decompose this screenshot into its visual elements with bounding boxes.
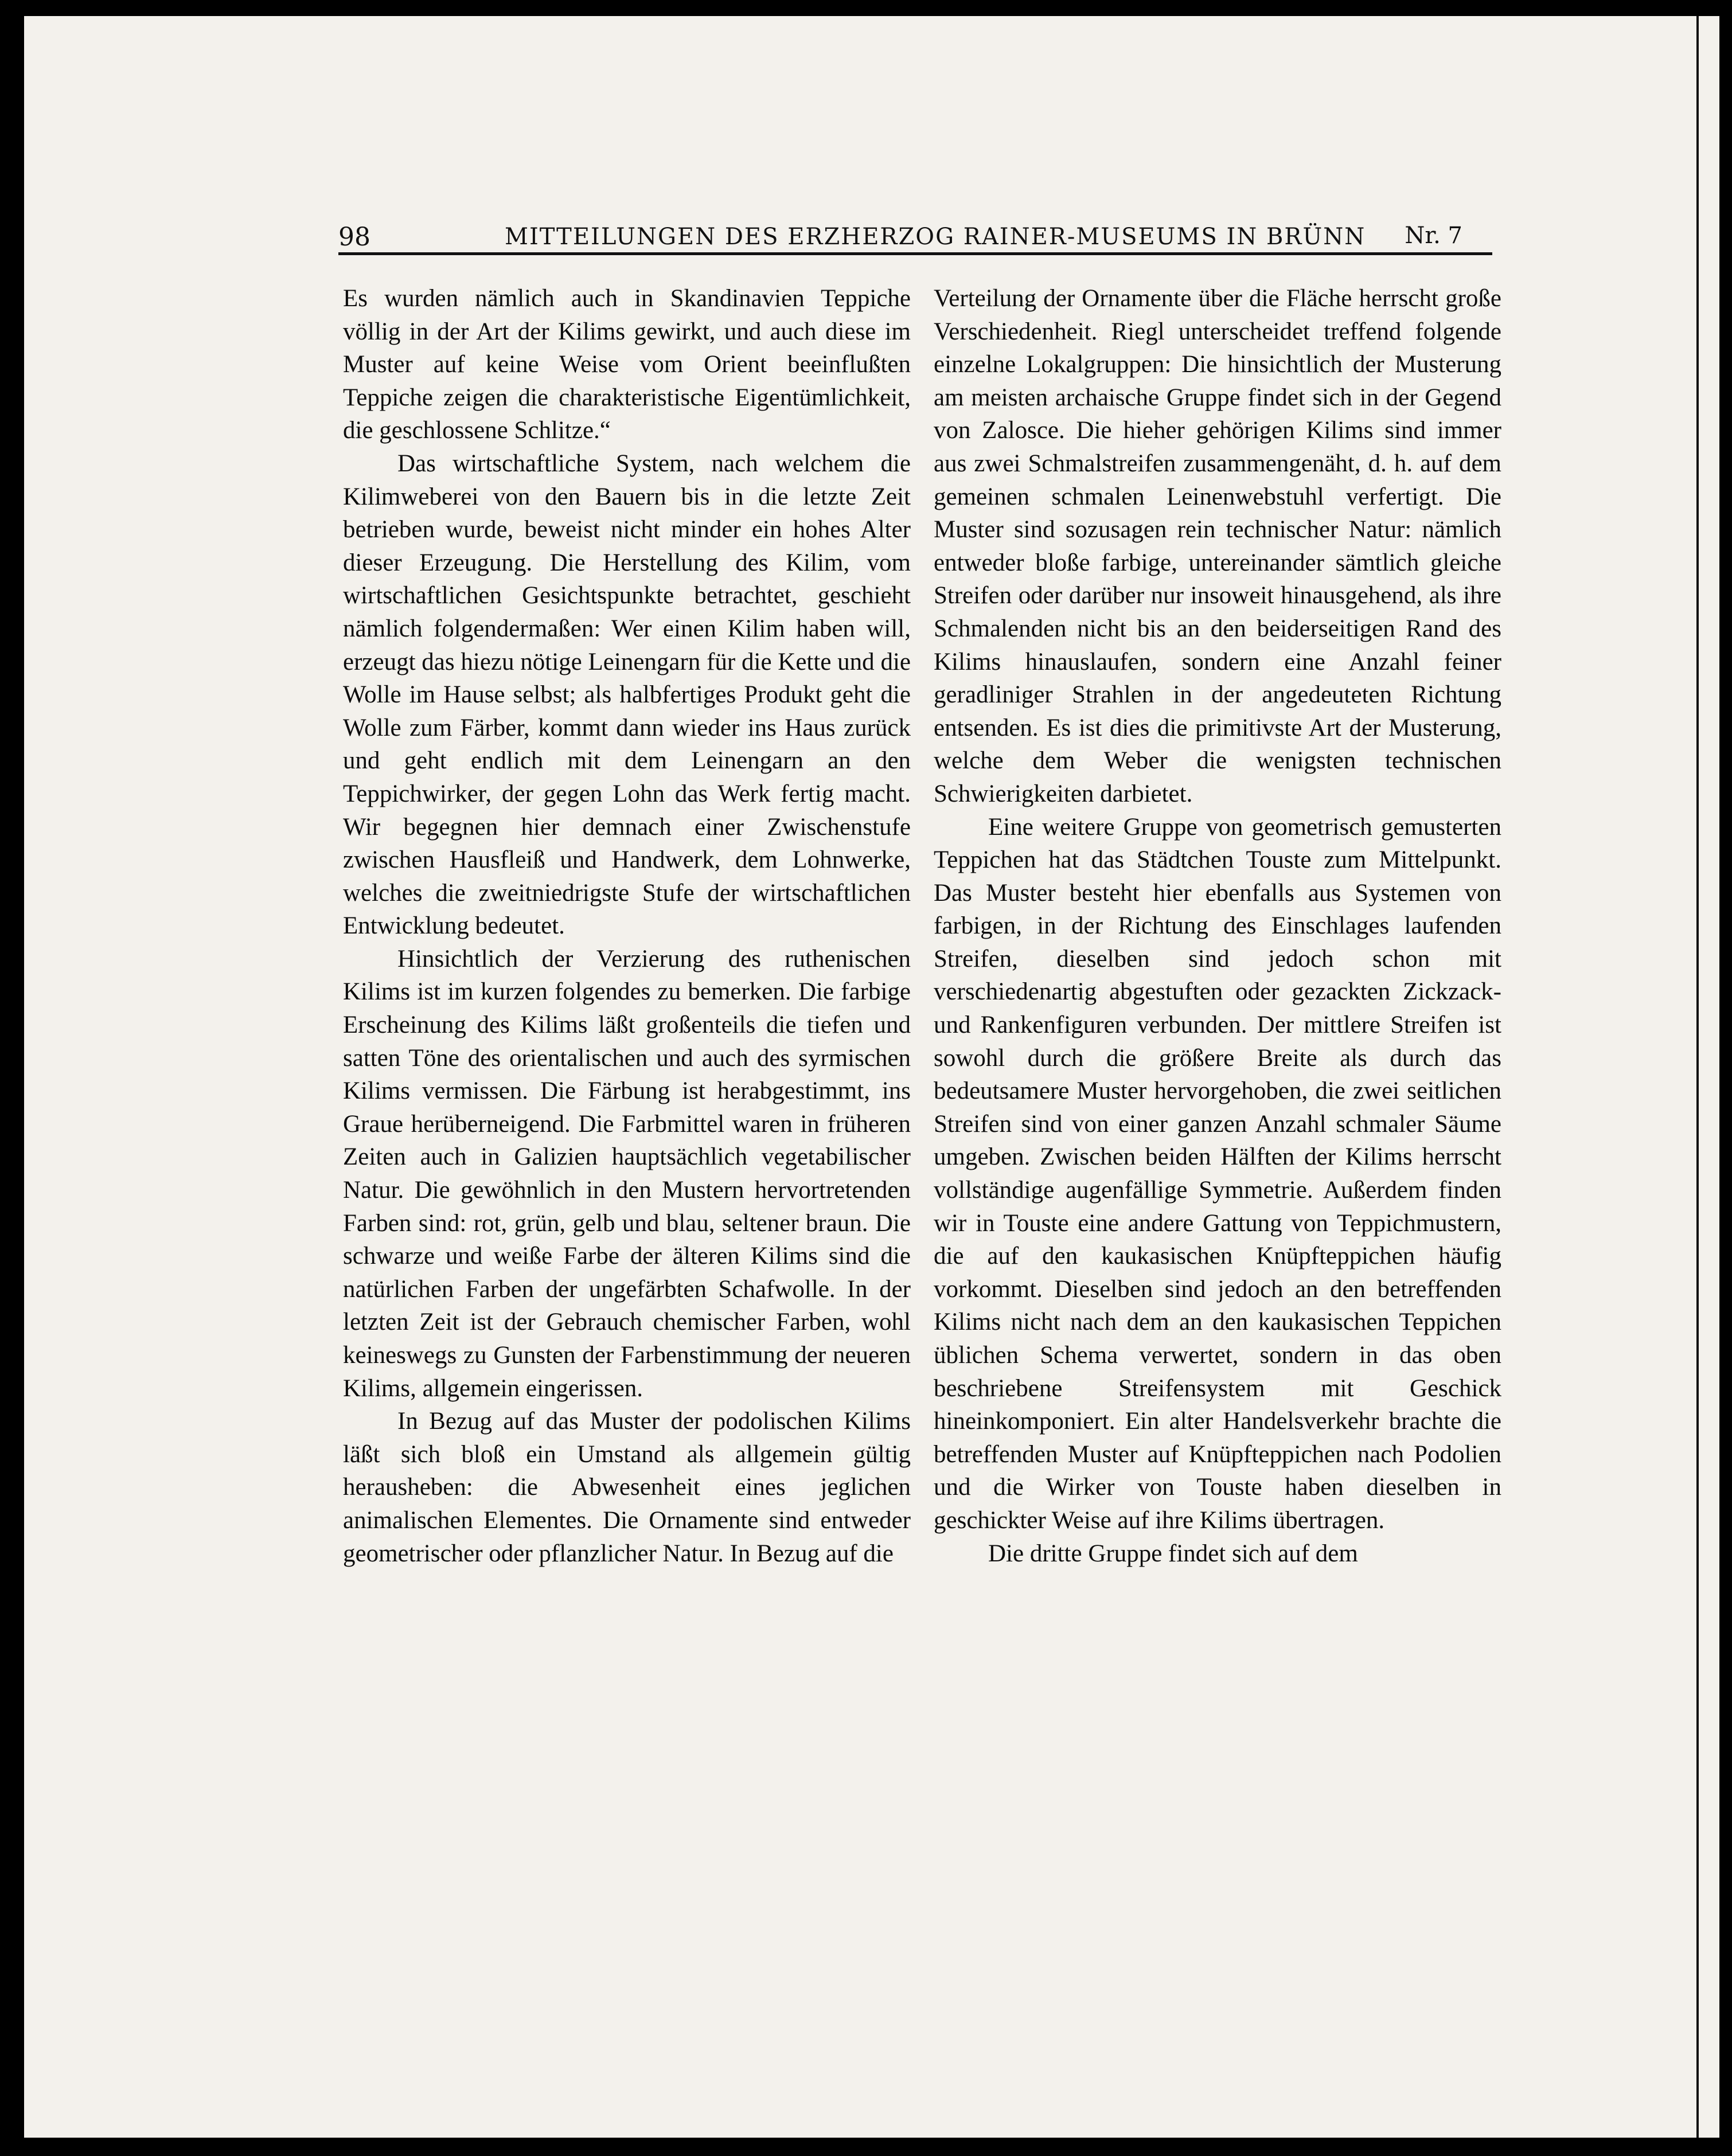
issue-number: Nr. 7 [1405, 222, 1462, 249]
page-edge-line [1696, 16, 1699, 2138]
right-paragraph-3: Die dritte Gruppe findet sich auf dem [988, 1540, 1358, 1567]
left-paragraph-4: In Bezug auf das Muster der podolischen Kilims läßt sich bloß ein Umstand als allgemein gültig herausheben: die Abwesenheit eines jeglichen animalischen Elementes. Die Ornamente sind entweder geometrischer oder pflanzlicher Natur. In Bezug auf die [343, 1408, 911, 1567]
journal-title: MITTEILUNGEN DES ERZHERZOG RAINER-MUSEUMS IN BRÜNN [505, 224, 1366, 250]
right-paragraph-2: Eine weitere Gruppe von geometrisch gemusterten Teppichen hat das Städtchen Touste zum Mittelpunkt. Das Muster besteht hier ebenfalls aus Systemen von farbigen, in der Richtung des Einschlages laufenden Streifen, dieselben sind jedoch schon mit verschiedenartig abgestuften oder gezackten Zickzack- und Rankenfiguren verbunden. Der mittlere Streifen ist sowohl durch die größere Breite als durch das bedeutsamere Muster hervorgehoben, die zwei seitlichen Streifen sind von einer ganzen Anzahl schmaler Säume umgeben. Zwischen beiden Hälften der Kilims herrscht vollständige augenfällige Symmetrie. Außerdem finden wir in Touste eine andere Gattung von Teppichmustern, die auf den kaukasischen Knüpfteppichen häufig vorkommt. Dieselben sind jedoch an den betreffenden Kilims nicht nach dem an den kaukasischen Teppichen üblichen Schema verwertet, sondern in das oben beschriebene Streifensystem mit Geschick hineinkomponiert. Ein alter Handelsverkehr brachte die betreffenden Muster auf Knüpfteppichen nach Podolien und die Wirker von Touste haben dieselben in geschickter Weise auf ihre Kilims übertragen. [934, 813, 1501, 1534]
left-paragraph-3: Hinsichtlich der Verzierung des ruthenischen Kilims ist im kurzen folgendes zu bemerken. Die farbige Erscheinung des Kilims läßt großenteils die tiefen und satten Töne des orientalischen und auch des syrmischen Kilims vermissen. Die Färbung ist herabgestimmt, ins Graue herüberneigend. Die Farbmittel waren in früheren Zeiten auch in Galizien hauptsächlich vegetabilischer Natur. Die gewöhnlich in den Mustern hervortretenden Farben sind: rot, grün, gelb und blau, seltener braun. Die schwarze und weiße Farbe der älteren Kilims sind die natürlichen Farben der ungefärbten Schafwolle. In der letzten Zeit ist der Gebrauch chemischer Farben, wohl keineswegs zu Gunsten der Farbenstimmung der neueren Kilims, allgemein eingerissen. [343, 945, 911, 1402]
page-number: 98 [338, 222, 370, 252]
right-column [934, 282, 1501, 1570]
left-column [343, 282, 911, 1570]
left-paragraph-2: Das wirtschaftliche System, nach welchem die Kilimweberei von den Bauern bis in die letzte Zeit betrieben wurde, beweist nicht minder ein hohes Alter dieser Erzeugung. Die Herstellung des Kilim, vom wirtschaftlichen Gesichtspunkte betrachtet, geschieht nämlich folgendermaßen: Wer einen Kilim haben will, erzeugt das hiezu nötige Leinengarn für die Kette und die Wolle im Hause selbst; als halbfertiges Produkt geht die Wolle zum Färber, kommt dann wieder ins Haus zurück und geht endlich mit dem Leinengarn an den Teppichwirker, der gegen Lohn das Werk fertig macht. Wir begegnen hier demnach einer Zwischenstufe zwischen Hausfleiß und Handwerk, dem Lohnwerke, welches die zweitniedrigste Stufe der wirtschaftlichen Entwicklung bedeutet. [343, 450, 911, 940]
left-paragraph-1: Es wurden nämlich auch in Skandinavien Teppiche völlig in der Art der Kilims gewirkt, und auch diese im Muster auf keine Weise vom Orient beeinflußten Teppiche zeigen die charakteristische Eigentümlichkeit, die geschlossene Schlitze.“ [343, 285, 911, 444]
header-rule [338, 252, 1492, 255]
right-paragraph-1: Verteilung der Ornamente über die Fläche herrscht große Verschiedenheit. Riegl unterscheidet treffend folgende einzelne Lokalgruppen: Die hinsichtlich der Musterung am meisten archaische Gruppe findet sich in der Gegend von Zalosce. Die hieher gehörigen Kilims sind immer aus zwei Schmalstreifen zusammengenäht, d. h. auf dem gemeinen schmalen Leinenwebstuhl verfertigt. Die Muster sind sozusagen rein technischer Natur: nämlich entweder bloße farbige, untereinander sämtlich gleiche Streifen oder darüber nur insoweit hinausgehend, als ihre Schmalenden nicht bis an den beiderseitigen Rand des Kilims hinauslaufen, sondern eine Anzahl feiner geradliniger Strahlen in der angedeuteten Richtung entsenden. Es ist dies die primitivste Art der Musterung, welche dem Weber die wenigsten technischen Schwierigkeiten darbietet. [934, 285, 1501, 807]
